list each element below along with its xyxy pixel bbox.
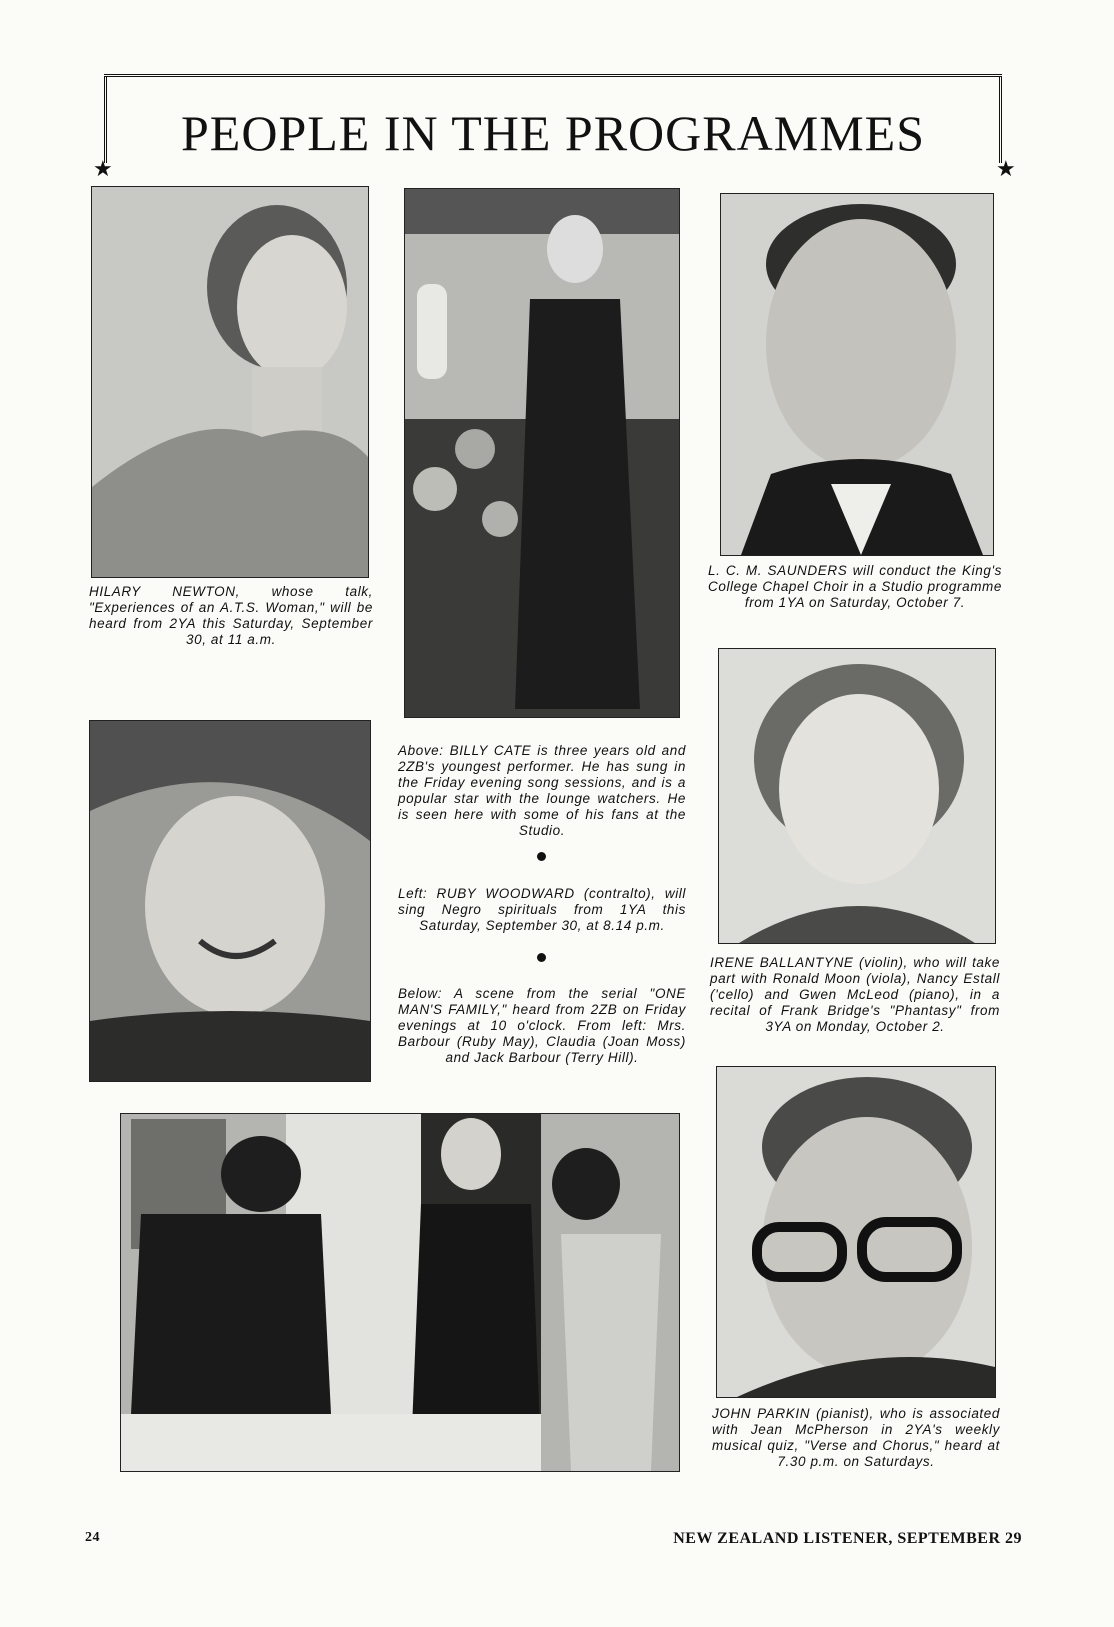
publication-line: NEW ZEALAND LISTENER, SEPTEMBER 29 bbox=[673, 1530, 1022, 1547]
photo-hilary-newton bbox=[91, 186, 369, 578]
caption-john-parkin: JOHN PARKIN (pianist), who is associated with Jean McPherson in 2YA's weekly musical quiz, "Verse and Chorus," heard at 7.30 p.m. on Saturdays. bbox=[712, 1406, 1000, 1469]
photo-lcm-saunders bbox=[720, 193, 994, 556]
separator-bullet bbox=[537, 852, 546, 861]
page-title: PEOPLE IN THE PROGRAMMES bbox=[181, 105, 925, 161]
caption-hilary-newton: HILARY NEWTON, whose talk, "Experiences of an A.T.S. Woman," will be heard from 2YA this Saturday, September 30, at 11 a.m. bbox=[89, 584, 373, 647]
caption-lcm-saunders: L. C. M. SAUNDERS will conduct the King's College Chapel Choir in a Studio programme from 1YA on Saturday, October 7. bbox=[708, 563, 1002, 610]
star-icon: ★ bbox=[93, 156, 113, 181]
photo-billy-cate bbox=[404, 188, 680, 718]
photo-one-mans-family bbox=[120, 1113, 680, 1472]
photo-john-parkin bbox=[716, 1066, 996, 1398]
page-number: 24 bbox=[85, 1530, 100, 1545]
caption-ruby-woodward: Left: RUBY WOODWARD (contralto), will sing Negro spirituals from 1YA this Saturday, September 30, at 8.14 p.m. bbox=[398, 886, 686, 933]
separator-bullet bbox=[537, 953, 546, 962]
photo-irene-ballantyne bbox=[718, 648, 996, 944]
star-icon: ★ bbox=[996, 156, 1016, 181]
caption-one-mans-family: Below: A scene from the serial "ONE MAN'S FAMILY," heard from 2ZB on Friday evenings at 10 o'clock. From left: Mrs. Barbour (Ruby May), Claudia (Joan Moss) and Jack Barbour (Terry Hill). bbox=[398, 986, 686, 1065]
caption-billy-cate: Above: BILLY CATE is three years old and 2ZB's youngest performer. He has sung in the Friday evening song sessions, and is a popular star with the lounge watchers. He is seen here with some of his fans at the Studio. bbox=[398, 743, 686, 838]
photo-ruby-woodward bbox=[89, 720, 371, 1082]
caption-irene-ballantyne: IRENE BALLANTYNE (violin), who will take part with Ronald Moon (viola), Nancy Estall ('cello) and Gwen McLeod (piano), in a recital of Frank Bridge's "Phantasy" from 3YA on Monday, October 2. bbox=[710, 955, 1000, 1034]
